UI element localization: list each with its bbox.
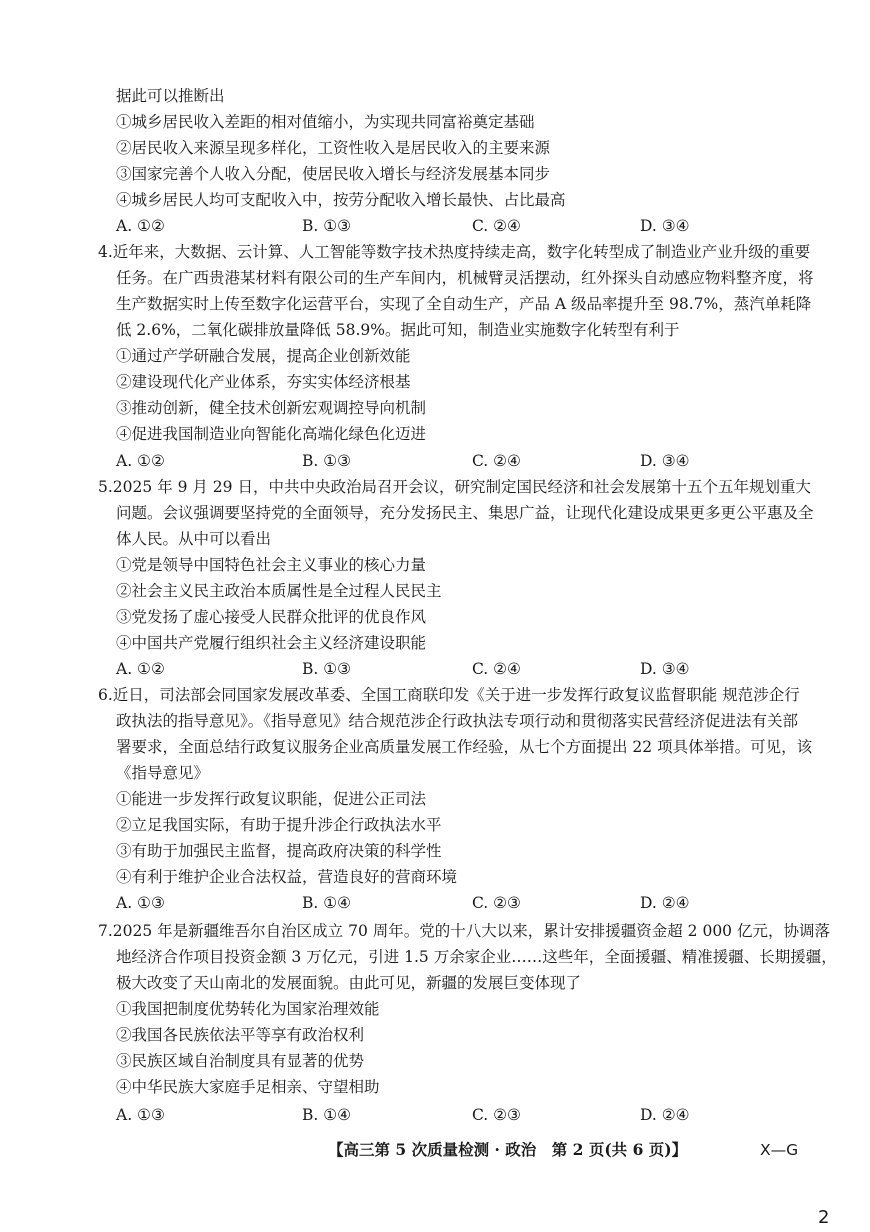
q7-stem-3: 极大改变了天山南北的发展面貌。由此可见，新疆的发展巨变体现了 [116, 974, 582, 992]
q7-option-a: A. ①③ [116, 1106, 165, 1124]
q6-stem-3: 署要求，全面总结行政复议服务企业高质量发展工作经验，从七个方面提出 22 项具体举措。可见，该 [116, 738, 813, 756]
footer-title: 【高三第 5 次质量检测 · 政治 第 2 页(共 6 页)】 [328, 1140, 688, 1159]
q6-option-d: D. ②④ [640, 894, 690, 912]
q3-option-b: B. ①③ [302, 217, 352, 235]
q3-option-c: C. ②④ [472, 217, 521, 235]
q5-stem-2: 问题。会议强调要坚持党的全面领导，充分发扬民主、集思广益，让现代化建设成果更多更公平惠及全 [116, 504, 814, 522]
q4-option-a: A. ①② [116, 452, 165, 470]
q5-option-b: B. ①③ [302, 660, 352, 678]
q6-statement-2: ②立足我国实际，有助于提升涉企行政执法水平 [116, 816, 442, 834]
q6-statement-4: ④有利于维护企业合法权益，营造良好的营商环境 [116, 868, 458, 886]
page-number: 2 [818, 1207, 830, 1228]
q7-statement-3: ③民族区域自治制度具有显著的优势 [116, 1052, 365, 1070]
q4-statement-4: ④促进我国制造业向智能化高端化绿色化迈进 [116, 425, 427, 443]
q4-option-c: C. ②④ [472, 452, 521, 470]
q7-statement-2: ②我国各民族依法平等享有政治权利 [116, 1026, 365, 1044]
q5-option-c: C. ②④ [472, 660, 521, 678]
q3-option-d: D. ③④ [640, 217, 690, 235]
q6-statement-3: ③有助于加强民主监督，提高政府决策的科学性 [116, 842, 442, 860]
q4-option-d: D. ③④ [640, 452, 690, 470]
q7-statement-4: ④中华民族大家庭手足相亲、守望相助 [116, 1078, 380, 1096]
q4-stem-4: 低 2.6%，二氧化碳排放量降低 58.9%。据此可知，制造业实施数字化转型有利于 [116, 321, 680, 339]
q4-statement-3: ③推动创新，健全技术创新宏观调控导向机制 [116, 399, 427, 417]
q6-statement-1: ①能进一步发挥行政复议职能，促进公正司法 [116, 790, 427, 808]
q3-lead: 据此可以推断出 [116, 87, 225, 105]
q4-stem-3: 生产数据实时上传至数字化运营平台，实现了全自动生产，产品 A 级品率提升至 98.7%，蒸汽单耗降 [116, 295, 812, 313]
q4-stem-2: 任务。在广西贵港某材料有限公司的生产车间内，机械臂灵活摆动，红外探头自动感应物料整齐度，将 [116, 269, 814, 287]
q4-stem-1: 4.近年来，大数据、云计算、人工智能等数字技术热度持续走高，数字化转型成了制造业产业升级的重要 [98, 243, 811, 261]
q7-option-b: B. ①④ [302, 1106, 352, 1124]
q6-stem-1: 6.近日，司法部会同国家发展改革委、全国工商联印发《关于进一步发挥行政复议监督职能 规范涉企行 [98, 686, 800, 704]
q3-statement-3: ③国家完善个人收入分配，使居民收入增长与经济发展基本同步 [116, 165, 551, 183]
q5-stem-1: 5.2025 年 9 月 29 日，中共中央政治局召开会议，研究制定国民经济和社会发展第十五个五年规划重大 [98, 478, 811, 496]
q7-option-c: C. ②③ [472, 1106, 521, 1124]
q5-statement-1: ①党是领导中国特色社会主义事业的核心力量 [116, 556, 427, 574]
q5-statement-2: ②社会主义民主政治本质属性是全过程人民民主 [116, 582, 442, 600]
q4-option-b: B. ①③ [302, 452, 352, 470]
q6-option-b: B. ①④ [302, 894, 352, 912]
q3-statement-4: ④城乡居民人均可支配收入中，按劳分配收入增长最快、占比最高 [116, 191, 566, 209]
q5-stem-3: 体人民。从中可以看出 [116, 530, 272, 548]
q3-statement-1: ①城乡居民收入差距的相对值缩小，为实现共同富裕奠定基础 [116, 113, 535, 131]
q7-stem-2: 地经济合作项目投资金额 3 万亿元，引进 1.5 万余家企业……这些年，全面援疆、精准援疆、长期援疆， [116, 948, 837, 966]
q6-stem-2: 政执法的指导意见》。《指导意见》结合规范涉企行政执法专项行动和贯彻落实民营经济促进法有关部 [116, 712, 799, 730]
q4-statement-1: ①通过产学研融合发展，提高企业创新效能 [116, 347, 411, 365]
q5-option-a: A. ①② [116, 660, 165, 678]
q5-statement-3: ③党发扬了虚心接受人民群众批评的优良作风 [116, 608, 427, 626]
q5-statement-4: ④中国共产党履行组织社会主义经济建设职能 [116, 634, 427, 652]
q3-statement-2: ②居民收入来源呈现多样化，工资性收入是居民收入的主要来源 [116, 139, 551, 157]
q4-statement-2: ②建设现代化产业体系，夯实实体经济根基 [116, 373, 411, 391]
q6-option-a: A. ①③ [116, 894, 165, 912]
q5-option-d: D. ③④ [640, 660, 690, 678]
q7-option-d: D. ②④ [640, 1106, 690, 1124]
footer-code: X—G [760, 1141, 799, 1159]
q3-option-a: A. ①② [116, 217, 165, 235]
q6-stem-4: 《指导意见》 [116, 764, 210, 782]
q7-statement-1: ①我国把制度优势转化为国家治理效能 [116, 1000, 380, 1018]
q7-stem-1: 7.2025 年是新疆维吾尔自治区成立 70 周年。党的十八大以来，累计安排援疆资金超 2 000 亿元，协调落 [98, 922, 830, 940]
q6-option-c: C. ②③ [472, 894, 521, 912]
